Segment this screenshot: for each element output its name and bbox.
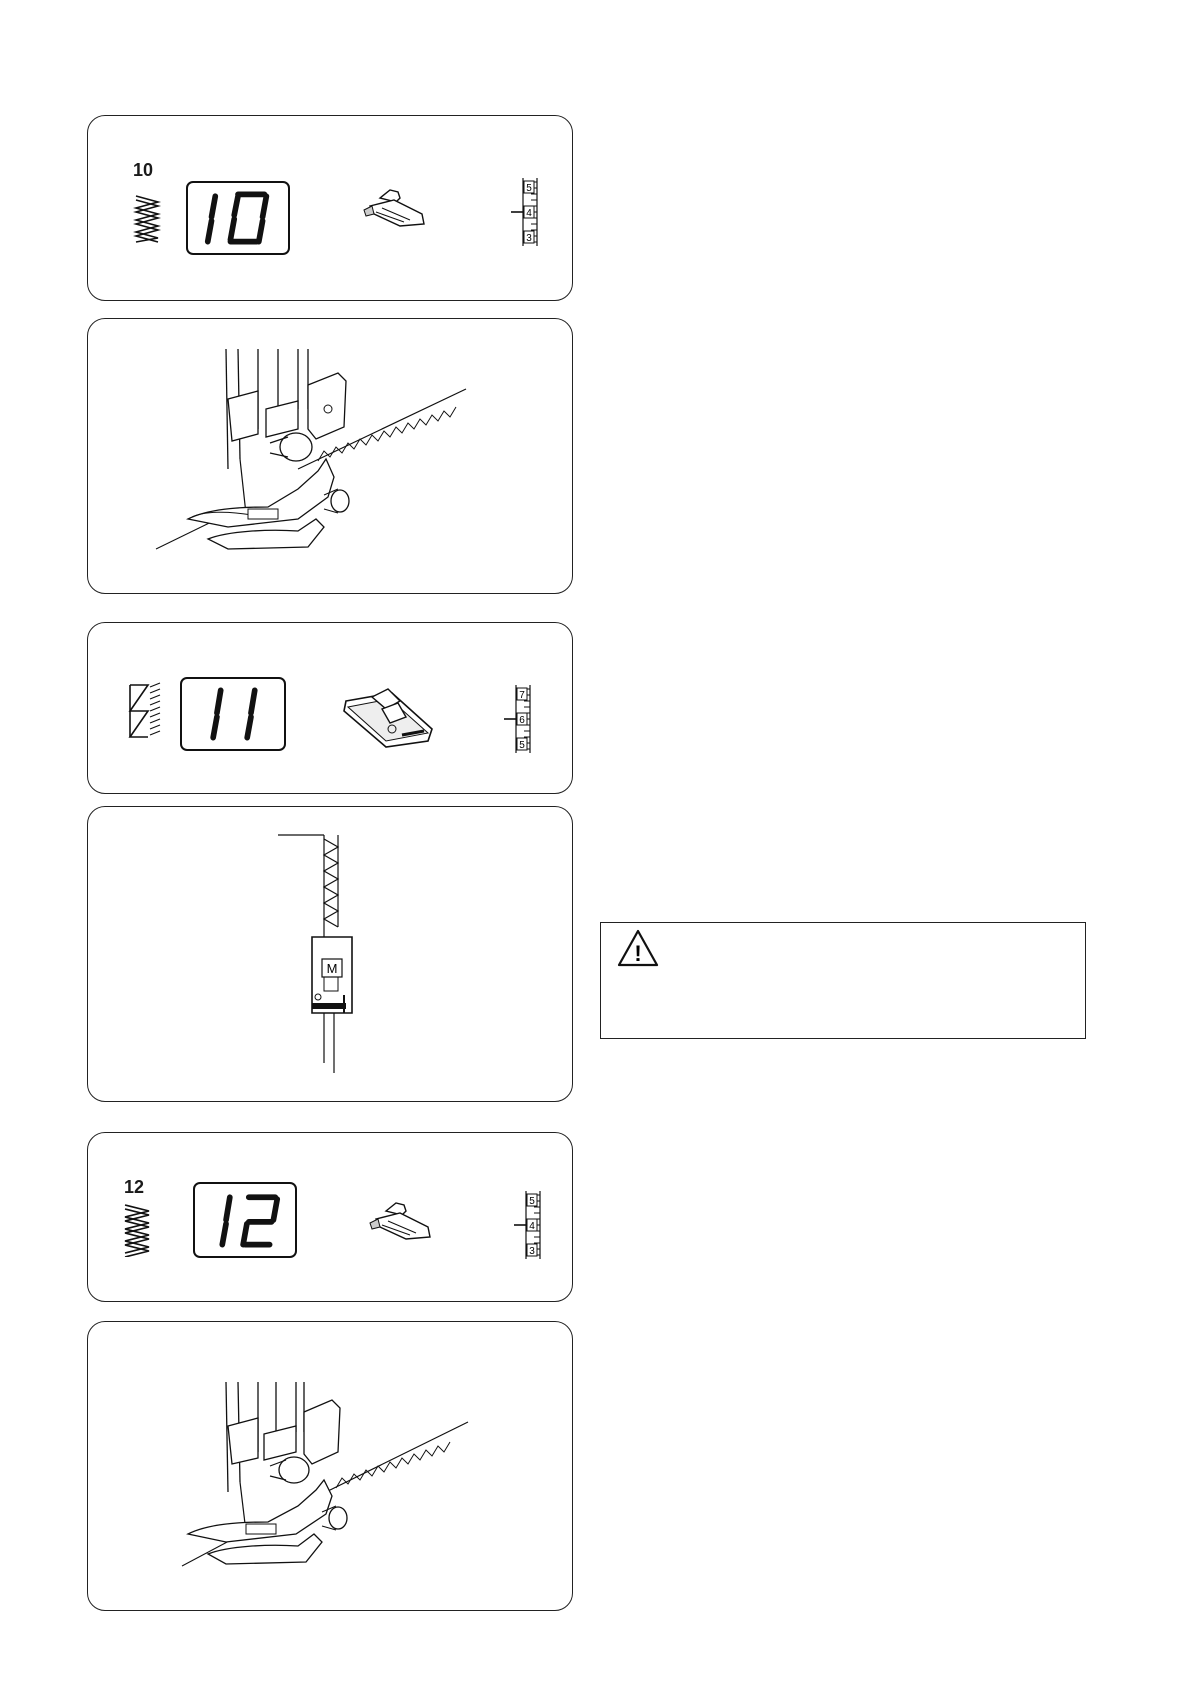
zigzag-presser-foot-icon bbox=[360, 186, 430, 236]
overedge-stitch-icon bbox=[126, 681, 166, 741]
pattern-10-illustration-panel bbox=[87, 318, 573, 594]
thread-tension-dial-icon bbox=[505, 176, 545, 248]
thread-tension-dial-icon bbox=[508, 1189, 548, 1261]
dial-label-bottom: 3 bbox=[526, 233, 532, 244]
thread-tension-dial-icon bbox=[498, 683, 538, 755]
pattern-11-settings-panel bbox=[87, 622, 573, 794]
lcd-digits bbox=[182, 679, 284, 749]
stitch-lcd-display bbox=[186, 181, 290, 255]
warning-symbol: ! bbox=[634, 941, 642, 966]
dial-label-mid: 4 bbox=[526, 208, 532, 219]
stitch-lcd-display bbox=[180, 677, 286, 751]
presser-foot-sewing-illustration bbox=[148, 349, 508, 579]
lcd-digits bbox=[195, 1184, 295, 1256]
pattern-number: 12 bbox=[124, 1177, 145, 1197]
dial-label-top: 5 bbox=[526, 183, 532, 194]
overedge-presser-foot-icon bbox=[336, 685, 436, 755]
pattern-10-settings-panel bbox=[87, 115, 573, 301]
dial-label-bottom: 5 bbox=[519, 740, 525, 751]
stitch-lcd-display bbox=[193, 1182, 297, 1258]
overedge-foot-sewing-illustration bbox=[278, 827, 398, 1077]
triple-zigzag-stitch-icon bbox=[133, 194, 163, 244]
dial-label-top: 5 bbox=[529, 1196, 535, 1207]
lcd-digits bbox=[188, 183, 288, 253]
warning-box bbox=[600, 922, 1086, 1039]
triple-zigzag-stitch-icon bbox=[122, 1203, 154, 1257]
zigzag-presser-foot-icon bbox=[366, 1199, 436, 1249]
dial-label-top: 7 bbox=[519, 690, 525, 701]
pattern-number: 10 bbox=[133, 160, 154, 180]
pattern-12-settings-panel bbox=[87, 1132, 573, 1302]
foot-letter: M bbox=[326, 961, 338, 976]
pattern-12-illustration-panel bbox=[87, 1321, 573, 1611]
pattern-11-illustration-panel bbox=[87, 806, 573, 1102]
dial-label-mid: 4 bbox=[529, 1221, 535, 1232]
warning-triangle-icon bbox=[617, 929, 659, 967]
dial-label-bottom: 3 bbox=[529, 1246, 535, 1257]
presser-foot-sewing-illustration bbox=[176, 1382, 496, 1582]
dial-label-mid: 6 bbox=[519, 715, 525, 726]
